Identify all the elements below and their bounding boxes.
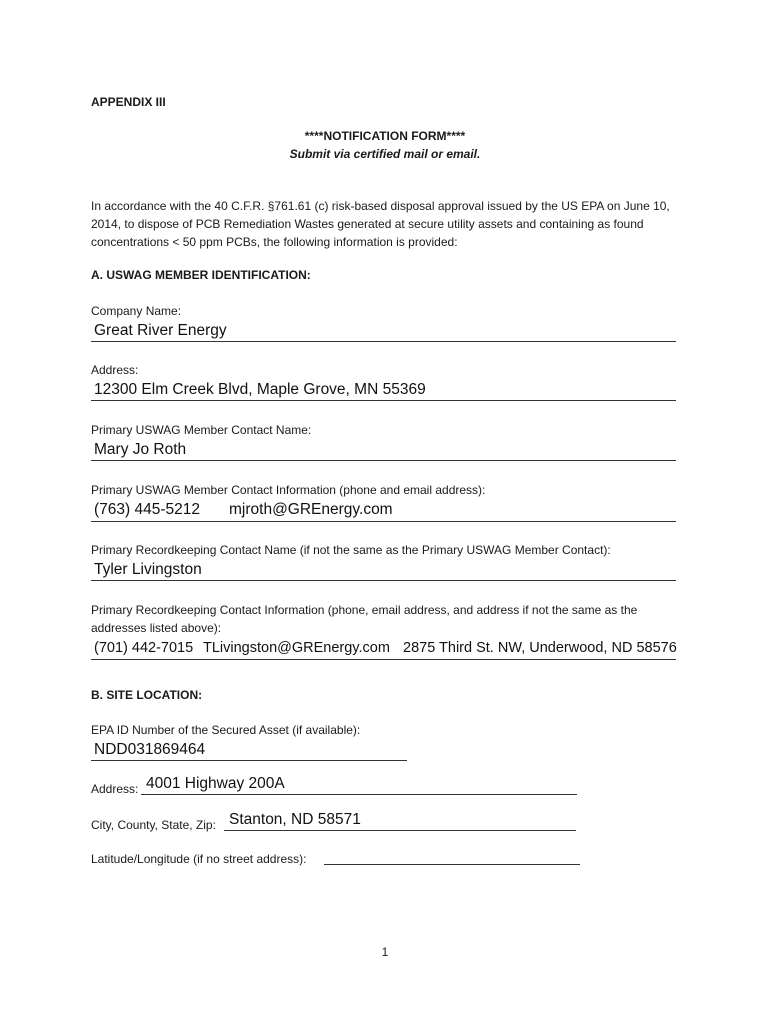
record-name-line (91, 580, 676, 581)
contact-email-value: mjroth@GREnergy.com (229, 501, 393, 518)
site-address-line (141, 794, 577, 795)
record-phone-value: (701) 442-7015 (94, 640, 194, 656)
record-address-value: 2875 Third St. NW, Underwood, ND 58576 (403, 640, 677, 656)
site-address-label: Address: (91, 782, 139, 796)
address-label: Address: (91, 363, 139, 377)
record-info-label: Primary Recordkeeping Contact Information (phone, email address, and address if not the same as the addresses listed above): (91, 603, 638, 635)
contact-name-value: Mary Jo Roth (94, 441, 187, 458)
latlong-line (324, 864, 580, 865)
section-a-heading: A. USWAG MEMBER IDENTIFICATION: (91, 268, 311, 282)
contact-name-line (91, 460, 676, 461)
form-title: ****NOTIFICATION FORM**** (304, 129, 466, 143)
record-info-line (91, 659, 676, 660)
intro-paragraph: In accordance with the 40 C.F.R. §761.61 (c) risk-based disposal approval issued by the US EPA on June 10, 2014, to dispose of PCB Remediation Wastes generated at secure utility assets and containing as found concentrations < 50 ppm PCBs, the following information is provided: (91, 199, 670, 249)
submit-note: Submit via certified mail or email. (289, 147, 481, 161)
record-name-label: Primary Recordkeeping Contact Name (if not the same as the Primary USWAG Member Contact): (91, 543, 611, 557)
site-address-value: 4001 Highway 200A (146, 775, 285, 792)
company-name-value: Great River Energy (94, 322, 227, 339)
record-name-value: Tyler Livingston (94, 561, 202, 578)
contact-info-label: Primary USWAG Member Contact Information (phone and email address): (91, 483, 486, 497)
address-value: 12300 Elm Creek Blvd, Maple Grove, MN 55369 (94, 381, 426, 398)
contact-info-line (91, 521, 676, 522)
contact-phone-value: (763) 445-5212 (94, 501, 200, 518)
appendix-label: APPENDIX III (91, 95, 166, 109)
company-name-line (91, 341, 676, 342)
epa-id-label: EPA ID Number of the Secured Asset (if available): (91, 723, 361, 737)
city-line (224, 830, 576, 831)
record-email-value: TLivingston@GREnergy.com (203, 640, 390, 656)
latlong-label: Latitude/Longitude (if no street address): (91, 852, 307, 866)
company-name-label: Company Name: (91, 304, 182, 318)
address-line (91, 400, 676, 401)
contact-name-label: Primary USWAG Member Contact Name: (91, 423, 312, 437)
city-label: City, County, State, Zip: (91, 818, 216, 832)
epa-id-value: NDD031869464 (94, 741, 206, 758)
epa-id-line (91, 760, 407, 761)
city-value: Stanton, ND 58571 (229, 811, 361, 828)
page-number: 1 (381, 945, 389, 959)
section-b-heading: B. SITE LOCATION: (91, 688, 203, 702)
